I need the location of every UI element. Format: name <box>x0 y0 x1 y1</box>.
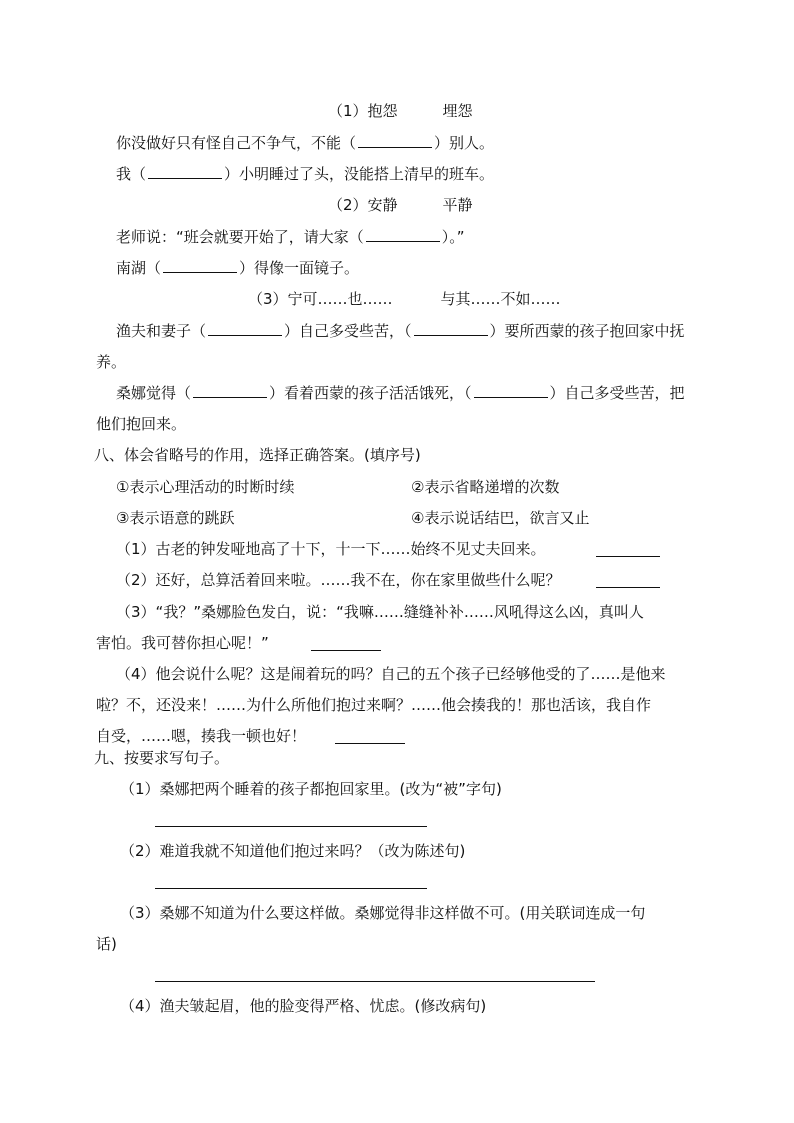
blank[interactable] <box>148 165 222 179</box>
option-1: ①表示心理活动的时断时续 <box>116 478 295 496</box>
blank[interactable] <box>193 384 267 398</box>
blank[interactable] <box>208 322 282 336</box>
s8-question-4-cont1: 啦？不，还没来！……为什么所他们抱过来啊？……他会揍我的！那也活该，我自作 <box>96 696 652 714</box>
blank[interactable] <box>366 228 440 242</box>
s8-question-3: （3）“我？”桑娜脸色发白，说：“我嘛……缝缝补补……风吼得这么凶，真叫人 <box>116 603 644 621</box>
answer-blank-s8-q4[interactable] <box>335 743 405 744</box>
s8-question-1: （1）古老的钟发哑地高了十下，十一下……始终不见丈夫回来。 <box>116 540 546 558</box>
section8-title: 八、体会省略号的作用，选择正确答案。(填序号) <box>94 446 421 464</box>
s9-question-2: （2）难道我就不知道他们抱过来吗？（改为陈述句) <box>120 842 466 860</box>
group3-sentence1: 渔夫和妻子（ ）自己多受些苦，（ ）要所西蒙的孩子抱回家中抚 <box>116 322 685 340</box>
group3-sentence2-cont: 他们抱回来。 <box>96 415 187 433</box>
blank[interactable] <box>414 322 488 336</box>
s8-question-3-cont: 害怕。我可替你担心呢！” <box>96 634 269 652</box>
group1-heading: （1）抱怨 埋怨 <box>328 102 473 120</box>
blank[interactable] <box>474 384 548 398</box>
group2-sentence1: 老师说：“班会就要开始了，请大家（ ）。” <box>116 228 465 246</box>
group2-heading: （2）安静 平静 <box>328 196 473 214</box>
answer-line-s9-q1[interactable] <box>155 826 427 827</box>
s9-question-3-cont: 话) <box>96 935 117 953</box>
s8-question-4: （4）他会说什么呢？这是闹着玩的吗？自己的五个孩子已经够他受的了……是他来 <box>116 665 666 683</box>
s8-question-4-cont2: 自受，……嗯，揍我一顿也好！ <box>96 727 307 745</box>
answer-blank-s8-q3[interactable] <box>311 650 381 651</box>
s9-question-4: （4）渔夫皱起眉，他的脸变得严格、忧虑。(修改病句) <box>120 997 487 1015</box>
answer-line-s9-q3[interactable] <box>155 981 595 982</box>
group1-sentence1: 你没做好只有怪自己不争气，不能（ ）别人。 <box>116 134 495 152</box>
group1-sentence2: 我（ ）小明睡过了头，没能搭上清早的班车。 <box>116 165 495 183</box>
section9-title: 九、按要求写句子。 <box>94 749 230 767</box>
option-2: ②表示省略递增的次数 <box>411 478 560 496</box>
group3-sentence2: 桑娜觉得（ ）看着西蒙的孩子活活饿死，（ ）自己多受些苦，把 <box>116 384 685 402</box>
group3-heading: （3）宁可……也…… 与其……不如…… <box>248 290 561 308</box>
answer-line-s9-q2[interactable] <box>155 888 427 889</box>
answer-blank-s8-q1[interactable] <box>596 556 660 557</box>
option-4: ④表示说话结巴，欲言又止 <box>411 509 590 527</box>
s9-question-3: （3）桑娜不知道为什么要这样做。桑娜觉得非这样做不可。(用关联词连成一句 <box>120 904 646 922</box>
blank[interactable] <box>358 134 432 148</box>
s9-question-1: （1）桑娜把两个睡着的孩子都抱回家里。(改为“被”字句) <box>120 780 502 798</box>
group2-sentence2: 南湖（ ）得像一面镜子。 <box>116 259 360 277</box>
option-3: ③表示语意的跳跃 <box>116 509 235 527</box>
group3-sentence1-cont: 养。 <box>96 353 127 371</box>
answer-blank-s8-q2[interactable] <box>596 587 660 588</box>
blank[interactable] <box>163 259 237 273</box>
s8-question-2: （2）还好，总算活着回来啦。……我不在，你在家里做些什么呢？ <box>116 571 561 589</box>
